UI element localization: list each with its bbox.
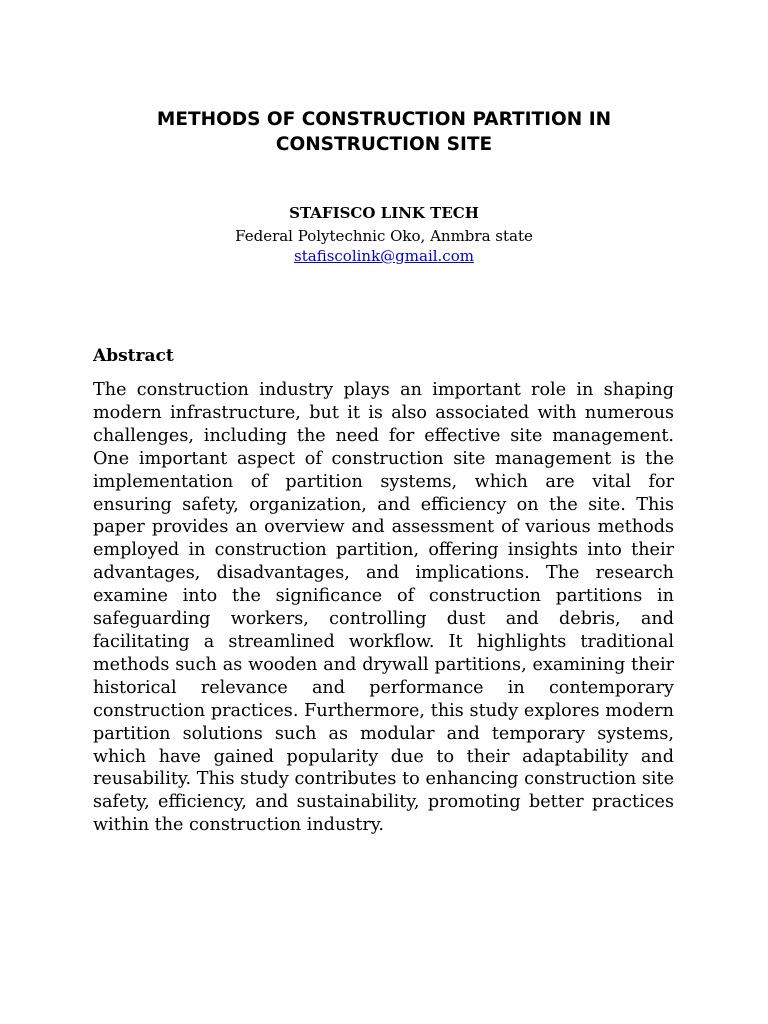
abstract-body: The construction industry plays an important role in shaping modern infrastructure, but it is also associated with numerous challenges, including the need for effective site management. One important aspect of construction site management is the implementation of partition systems, which are vital for ensuring safety, organization, and efficiency on the site. This paper provides an overview and assessment of various methods employed in construction partition, offering insights into their advantages, disadvantages, and implications. The research examine into the significance of construction partitions in safeguarding workers, controlling dust and debris, and facilitating a streamlined workflow. It highlights traditional methods such as wooden and drywall partitions, examining their historical relevance and performance in contemporary construction practices. Furthermore, this study explores modern partition solutions such as modular and temporary systems, which have gained popularity due to their adaptability and reusability. This study contributes to enhancing construction site safety, efficiency, and sustainability, promoting better practices within the construction industry. bbox=[93, 380, 674, 836]
author-affiliation: Federal Polytechnic Oko, Anmbra state bbox=[235, 227, 533, 245]
author-name: STAFISCO LINK TECH bbox=[289, 204, 479, 222]
author-email-link[interactable]: stafiscolink@gmail.com bbox=[294, 247, 474, 265]
abstract-heading: Abstract bbox=[93, 346, 174, 366]
paper-title: METHODS OF CONSTRUCTION PARTITION IN CONSTRUCTION SITE bbox=[156, 109, 612, 155]
author-block bbox=[94, 203, 674, 266]
